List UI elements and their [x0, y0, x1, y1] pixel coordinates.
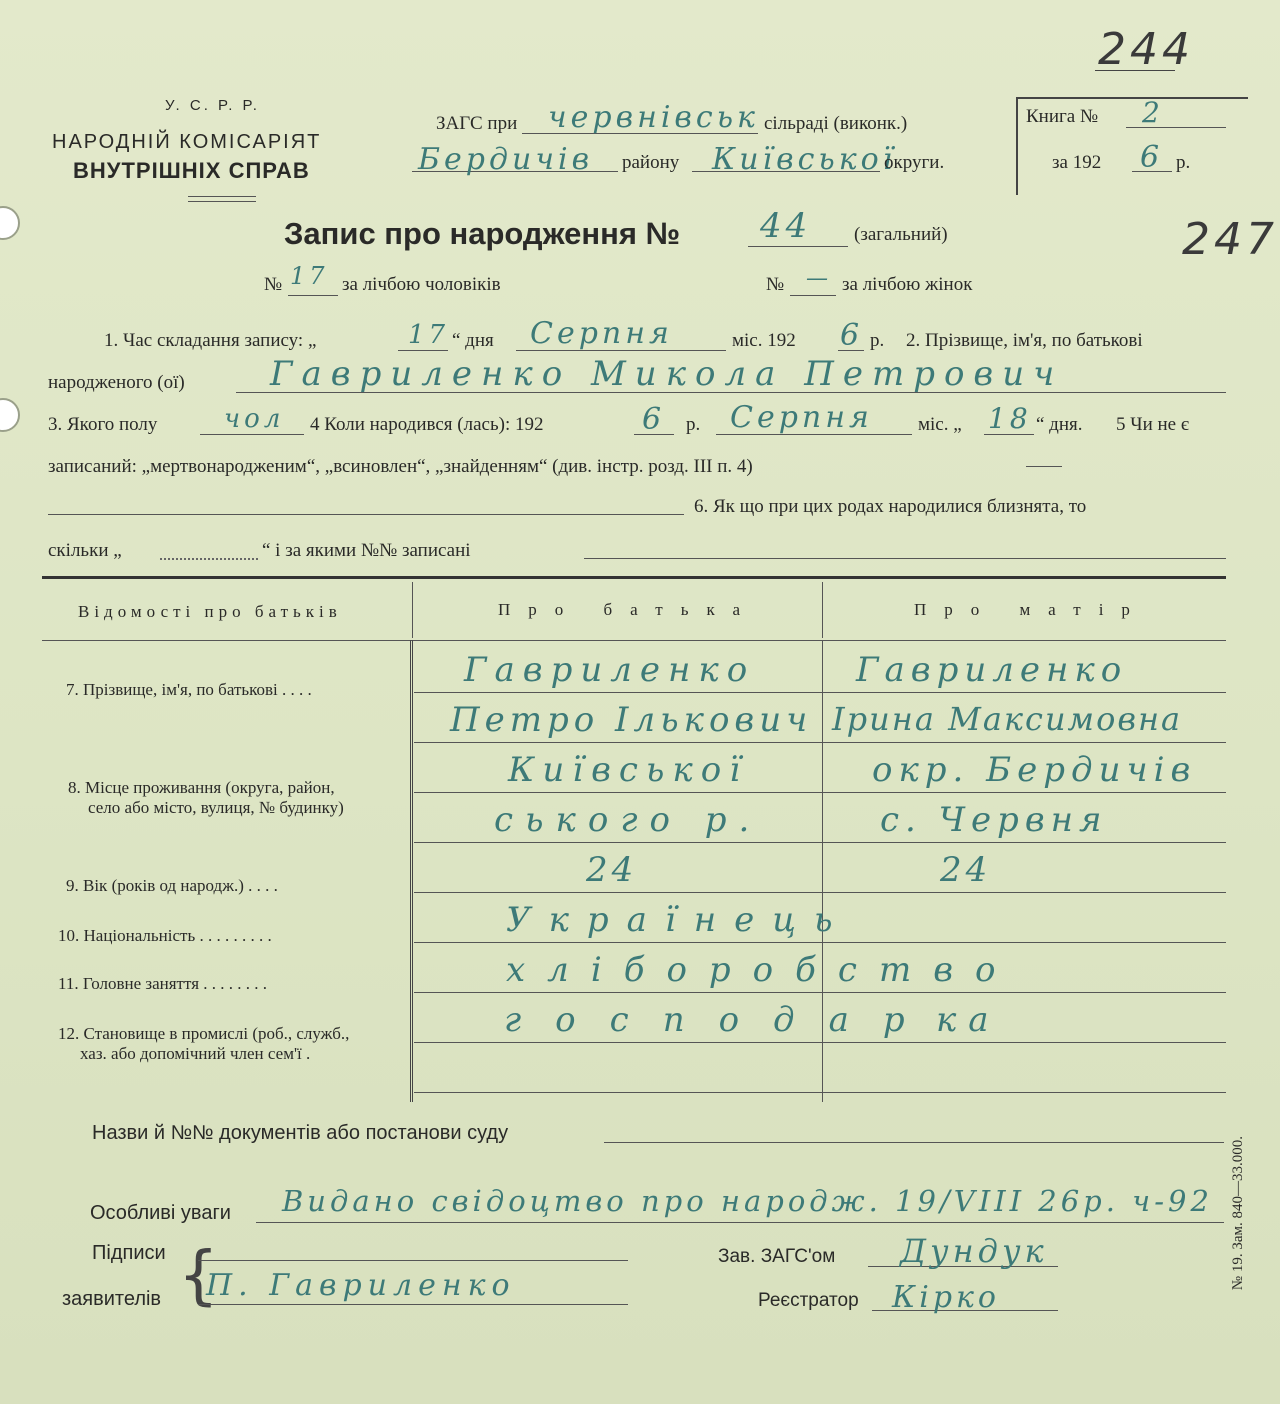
field1-day: 17 [408, 320, 450, 350]
archive-number-secondary: 247 [1182, 214, 1278, 265]
punch-hole-bottom [0, 398, 20, 432]
field4-year-suffix: р. [686, 414, 701, 435]
row-label-status: 12. Становище в промислі (роб., служб., [58, 1024, 350, 1043]
row-label-name: 7. Прізвище, ім'я, по батькові . . . . [66, 680, 312, 699]
book-year-suffix: р. [1176, 152, 1191, 173]
men-no-label: № [264, 274, 283, 295]
father-status: господар [504, 1000, 939, 1040]
book-number: 2 [1142, 96, 1164, 129]
zags-village-suffix: сільраді (виконк.) [764, 113, 908, 134]
father-nationality: Українець [506, 900, 851, 940]
mother-residence2: с. Червня [880, 800, 1108, 840]
signatures-label1: Підписи [92, 1242, 166, 1264]
men-count-value: 17 [290, 262, 329, 290]
commissariat-line2: ВНУТРІШНІХ СПРАВ [73, 158, 310, 183]
record-total-label: (загальний) [854, 224, 948, 245]
table-header-father: Про батька [498, 600, 759, 619]
book-label: Книга № [1026, 106, 1099, 127]
punch-hole-top [0, 206, 20, 240]
zags-village: червнівськ [548, 100, 759, 135]
signatures-brace: { [178, 1239, 219, 1313]
father-occupation: хліборобство [506, 950, 1018, 990]
field1-day-label: “ дня [452, 330, 494, 351]
field2-label: 2. Прізвище, ім'я, по батькові [906, 330, 1143, 351]
father-residence2: ського р. [494, 800, 762, 840]
book-year-digit: 6 [1140, 140, 1164, 175]
mother-name: Ірина Максимовна [832, 700, 1183, 738]
zags-okrug-label: округи. [884, 152, 945, 173]
registrar-signature: Кірко [892, 1280, 1000, 1315]
zags-district: Бердичів [418, 142, 594, 177]
field1-month-label: міс. 192 [732, 330, 796, 351]
father-name: Петро Ількович [450, 700, 813, 740]
zags-prefix: ЗАГС при [436, 113, 518, 134]
republic-label: У. С. Р. Р. [165, 97, 260, 114]
mother-status: ка [936, 1000, 1001, 1040]
women-label: за лічбою жінок [842, 274, 973, 295]
row-label-residence2: село або місто, вулиця, № будинку) [88, 798, 344, 817]
head-label: Зав. ЗАГС'ом [718, 1246, 836, 1267]
field1-label: 1. Час складання запису: „ [104, 330, 317, 351]
registrar-label: Реєстратор [758, 1290, 859, 1311]
women-count-value: — [806, 266, 832, 291]
father-residence1: Київської [508, 750, 749, 790]
head-signature: Дундук [900, 1232, 1048, 1270]
mother-surname: Гавриленко [856, 650, 1128, 690]
row-label-residence: 8. Місце проживання (округа, район, [68, 778, 335, 797]
field1-month: Серпня [530, 316, 673, 351]
field1-year-suffix: р. [870, 330, 885, 351]
table-header-info: Відомості про батьків [78, 602, 342, 621]
zags-district-label: району [622, 152, 680, 173]
row-label-age: 9. Вік (років од народж.) . . . . [66, 876, 278, 895]
field6-label: 6. Як що при цих родах народилися близнята, то [694, 496, 1087, 517]
field4-day: 18 [988, 402, 1032, 435]
field3-label: 3. Якого полу [48, 414, 158, 435]
field3-sex-value: чол [224, 404, 285, 434]
book-year-label: за 192 [1052, 152, 1102, 173]
field6-label2: скільки „ [48, 540, 122, 561]
field5-label: 5 Чи не є [1116, 414, 1190, 435]
field4-month-label: міс. „ [918, 414, 962, 435]
women-no-label: № [766, 274, 785, 295]
row-label-status2: хаз. або допомічний член сем'ї . [80, 1044, 311, 1063]
father-age: 24 [586, 850, 638, 890]
field4-month: Серпня [730, 400, 873, 435]
field2-name-value: Гавриленко Микола Петрович [270, 354, 1064, 394]
documents-label: Назви й №№ документів або постанови суду [92, 1122, 509, 1144]
notes-value: Видано свідоцтво про народж. 19/VIII 26р. ч-92 [282, 1184, 1213, 1218]
signatures-label2: заявителів [62, 1288, 162, 1310]
form-code: № 19. Зам. 840—33.000. [1230, 1136, 1246, 1291]
table-header-mother: Про матір [914, 600, 1148, 619]
row-label-nationality: 10. Національність . . . . . . . . . [58, 926, 272, 945]
archive-number: 244 [1098, 24, 1194, 75]
row-label-occupation: 11. Головне заняття . . . . . . . . [58, 974, 268, 993]
zags-okrug: Київської [712, 142, 897, 177]
field4-year: 6 [642, 402, 666, 437]
field5-label2: записаний: „мертвонародженим“, „всиновлен“, „знайденням“ (див. інстр. розд. III п. 4) [48, 456, 753, 477]
field4-day-label: “ дня. [1036, 414, 1083, 435]
commissariat-line1: НАРОДНІЙ КОМІСАРІЯТ [52, 131, 322, 153]
father-surname: Гавриленко [464, 650, 756, 690]
mother-residence1: окр. Бердичів [872, 750, 1197, 790]
field6-label3: “ і за якими №№ записані [262, 540, 471, 561]
men-label: за лічбою чоловіків [342, 274, 501, 295]
field1-year: 6 [840, 318, 864, 353]
applicant-signature: П. Гавриленко [206, 1268, 516, 1303]
mother-age: 24 [940, 850, 992, 890]
record-title: Запис про народження № [284, 216, 681, 251]
field4-label: 4 Коли народився (лась): 192 [310, 414, 544, 435]
record-number: 44 [760, 206, 812, 246]
field2-label2: народженого (ої) [48, 372, 185, 393]
notes-label: Особливі уваги [90, 1202, 231, 1224]
